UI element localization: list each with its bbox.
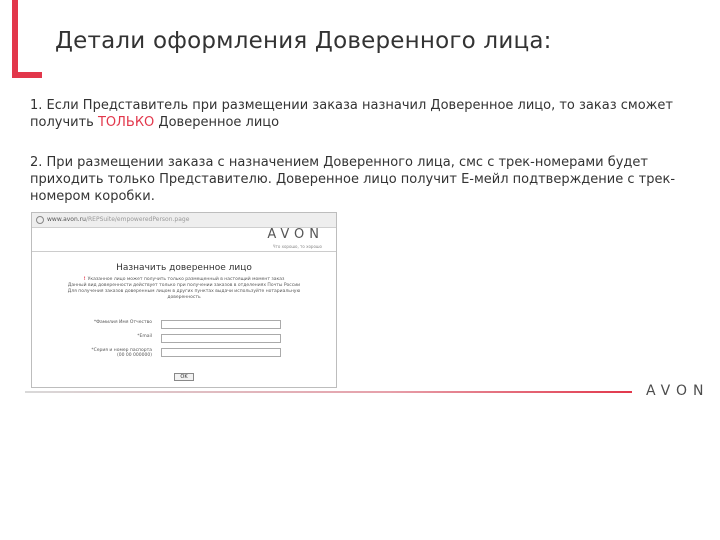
note-line-2: Данный вид доверенности действует только при получении заказов в отделениях Почты России [67,283,301,288]
email-input[interactable] [161,334,281,343]
passport-label: *Серия и номер паспорта [91,348,152,353]
form-row-name [72,320,284,330]
point-1-text: 1. Если Представитель при размещении заказа назначил Доверенное лицо, то заказ сможет получить [30,98,673,130]
header-divider [32,251,336,252]
point-1-highlight: ТОЛЬКО [97,115,155,130]
field-label-name: *Фамилия Имя Отчество [93,320,152,325]
note-line-4: доверенность [167,295,201,300]
form-notes [40,277,328,301]
avon-logo: AVON [267,227,324,242]
url-bar [32,213,336,228]
name-input[interactable] [161,320,281,329]
footer-avon-logo: AVON [646,383,710,399]
field-label-passport [72,348,152,358]
url-host: www.avon.ru [47,216,86,223]
form-row-email [72,334,284,344]
slide-title: Детали оформления Доверенного лица: [55,28,552,54]
globe-icon [36,216,44,224]
note-line-3: Для получения заказов доверенным лицом в других пунктах выдачи используйте нотариальную [67,289,301,294]
passport-hint: (00 00 000000) [116,353,152,358]
form-row-passport [72,348,284,364]
form-heading: Назначить доверенное лицо [116,263,252,273]
point-1-tail: Доверенное лицо [154,115,280,130]
embedded-screenshot [31,212,337,388]
point-2: 2. При размещении заказа с назначением Доверенного лица, смс с трек-номерами будет приходить только Представителю. Доверенное лицо получит Е-мейл подтверждение с трек-номером коробки. [30,155,676,204]
note-line-1: ! Указанное лицо может получить только размещенный в настоящий момент заказ [83,277,285,282]
warning-icon: ! [83,277,86,282]
footer-line [25,391,632,393]
point-1 [30,97,700,131]
field-label-email: *Email [137,334,152,339]
avon-slogan: Что хорошо, то хорошо [272,244,322,249]
ok-button[interactable]: OK [174,373,194,381]
accent-bracket [12,0,42,78]
url-path: /REPSuite/empoweredPerson.page [85,216,190,223]
passport-input[interactable] [161,348,281,357]
